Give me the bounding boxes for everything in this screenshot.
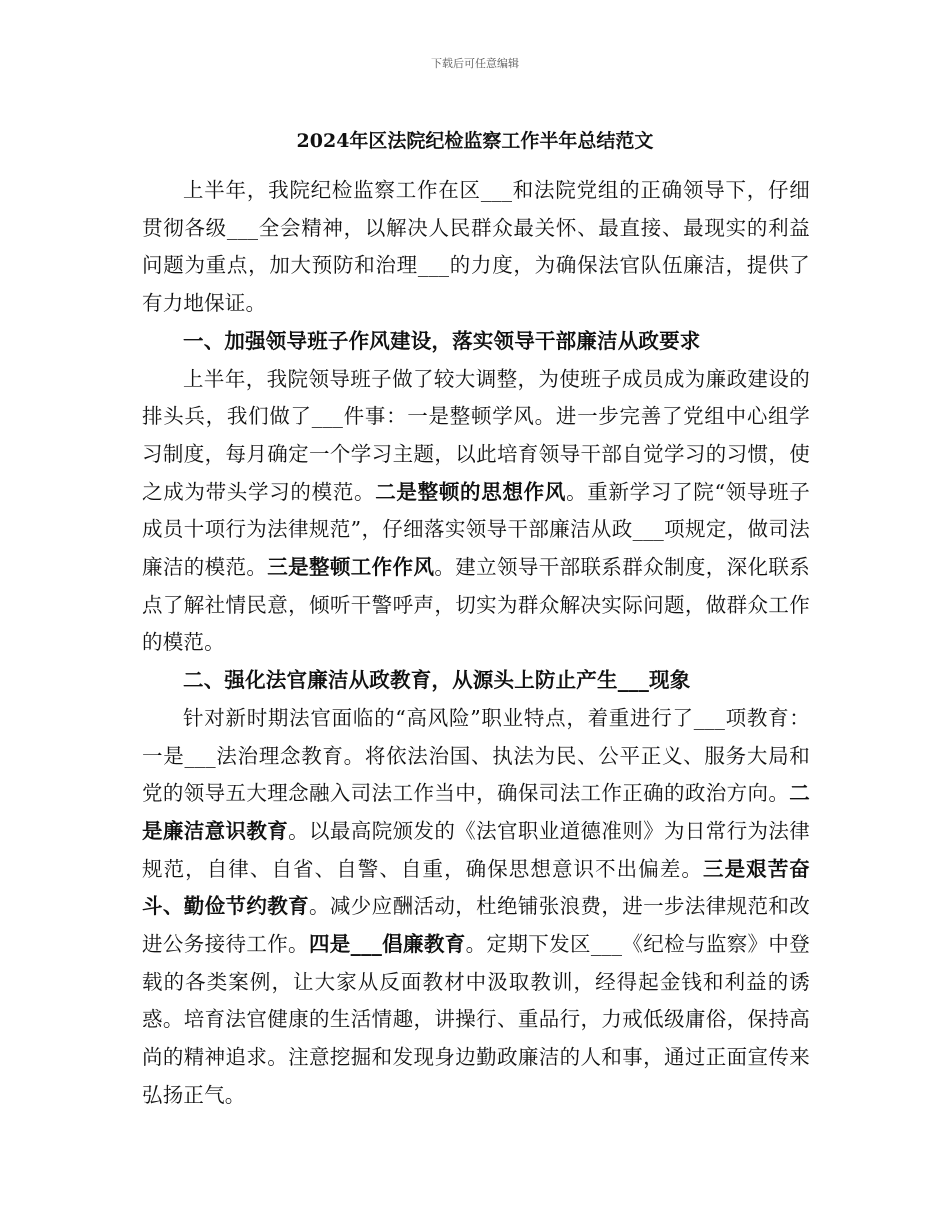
header-note: 下载后可任意编辑 xyxy=(431,57,519,70)
bold-run: 三是整顿工作作风 xyxy=(267,555,435,580)
text-run: 。建立领导干部联系群众制度，深化联系点了解社情民意，倾听干警呼声，切实为群众解决实际问题，做群众工作的模范。 xyxy=(142,555,810,655)
section-heading-2: 二、强化法官廉洁从政教育，从源头上防止产生___现象 xyxy=(183,668,691,693)
text-run: 。定期下发区___《纪检与监察》中登载的各类案例，让大家从反面教材中汲取教训，经得起金钱和利益的诱惑。培育法官健康的生活情趣，讲操行、重品行，力戒低级庸俗，保持高尚的精神追求。注意挖掘和发现身边勤政廉洁的人和事，通过正面宣传来弘扬正气。 xyxy=(142,932,810,1107)
section-heading-1: 一、加强领导班子作风建设，落实领导干部廉洁从政要求 xyxy=(183,328,701,353)
bold-run: 四是___倡廉教育 xyxy=(308,932,466,957)
text-run: 。重新学习了院“领导班子成员十项行为法律规范”，仔细落实领导干部廉洁从政___项规定，做司法廉洁的模范。 xyxy=(142,479,810,580)
text-run: 。以最高院颁发的《法官职业道德准则》为日常行为法律规范，自律、自省、自警、自重，确保思想意识不出偏差。 xyxy=(142,818,811,881)
text-run: 针对新时期法官面临的“高风险”职业特点，着重进行了___项教育：一是___法治理念教育。将依法治国、执法为民、公平正义、服务大局和党的领导五大理念融入司法工作当中，确保司法工作正确的政治方向。 xyxy=(142,705,810,806)
document-title: 2024年区法院纪检监察工作半年总结范文 xyxy=(296,130,654,152)
paragraph-section-2 xyxy=(142,700,810,1115)
text-run: 。减少应酬活动，杜绝铺张浪费，进一步法律规范和改进公务接待工作。 xyxy=(142,894,810,957)
paragraph-intro: 上半年，我院纪检监察工作在区___和法院党组的正确领导下，仔细贯彻各级___全会精神，以解决人民群众最关怀、最直接、最现实的利益问题为重点，加大预防和治理___的力度，为确保法官队伍廉洁，提供了有力地保证。 xyxy=(142,178,810,316)
bold-run: 三是艰苦奋斗、勤俭节约教育 xyxy=(142,856,811,919)
text-run: 上半年，我院领导班子做了较大调整，为使班子成员成为廉政建设的排头兵，我们做了___件事：一是整顿学风。进一步完善了党组中心组学习制度，每月确定一个学习主题，以此培育领导干部自觉学习的习惯，使之成为带头学习的模范。 xyxy=(142,366,810,504)
document-body xyxy=(142,172,810,1115)
bold-run: 二是整顿的思想作风 xyxy=(375,479,567,504)
paragraph-section-1 xyxy=(142,361,810,663)
bold-run: 二是廉洁意识教育 xyxy=(142,781,810,843)
